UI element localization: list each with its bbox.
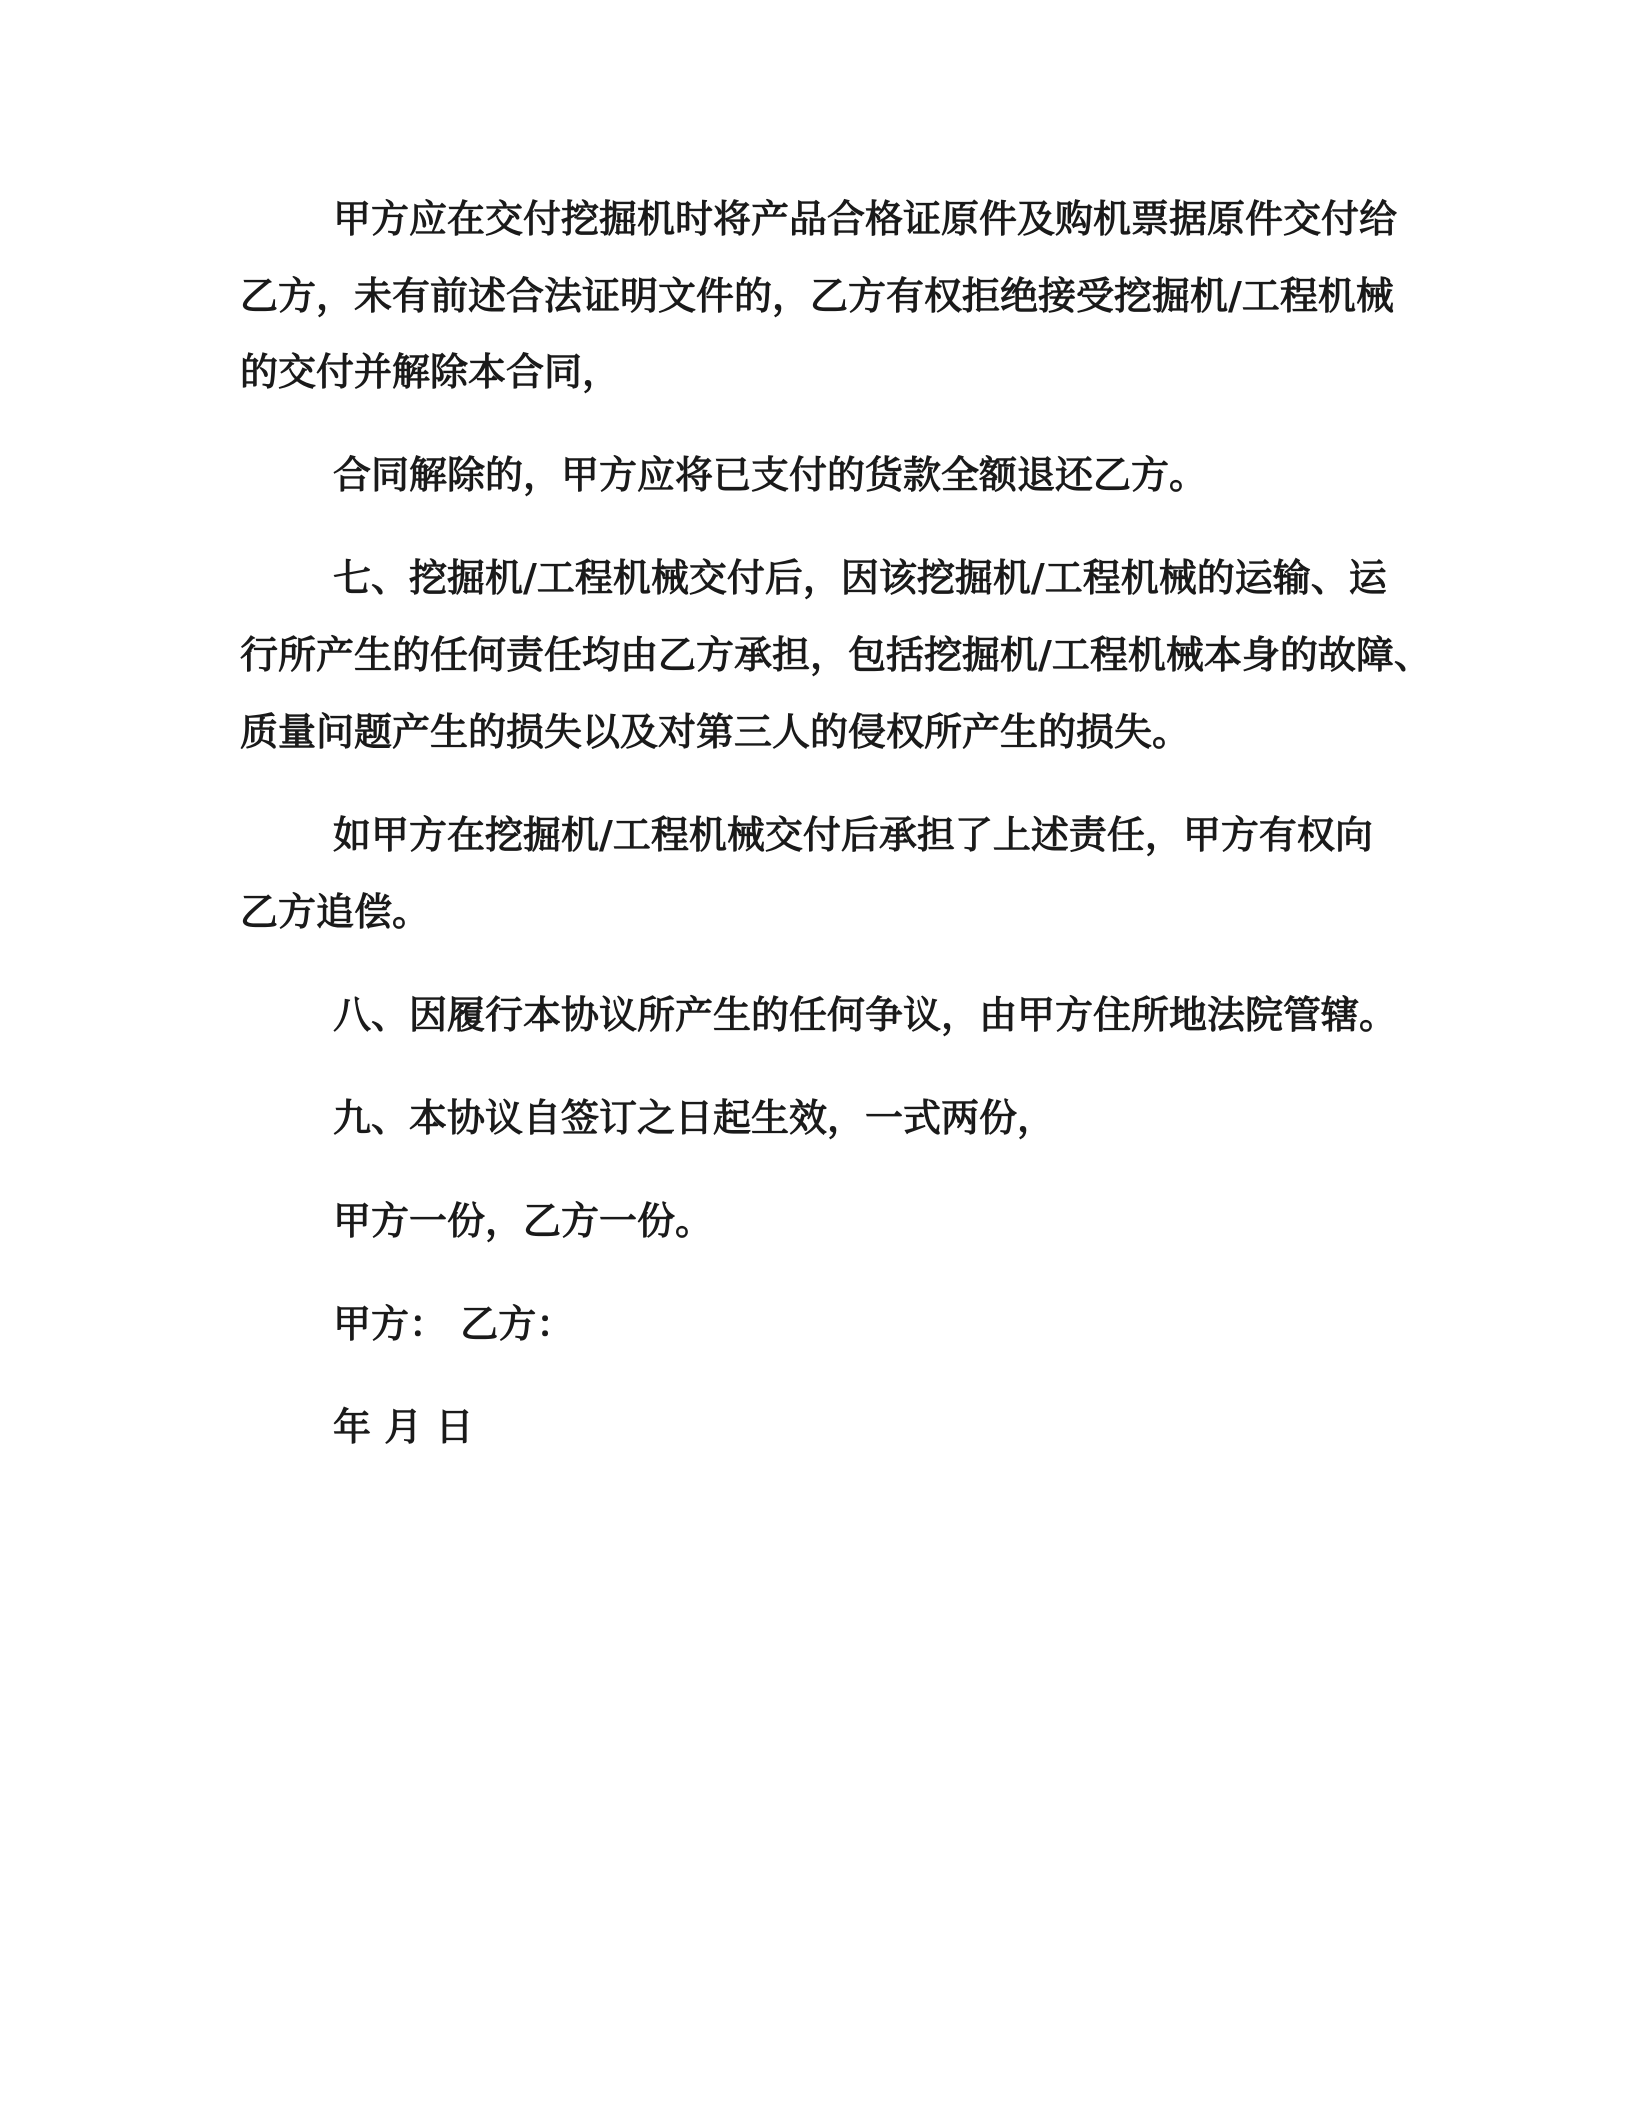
text-line: 乙方追偿。 xyxy=(240,890,431,934)
text-line: 八、因履行本协议所产生的任何争议，由甲方住所地法院管辖。 xyxy=(333,993,1398,1037)
text-line: 七、挖掘机/工程机械交付后，因该挖掘机/工程机械的运输、运 xyxy=(333,556,1387,600)
text-line: 甲方一份，乙方一份。 xyxy=(333,1199,714,1243)
text-line: 如甲方在挖掘机/工程机械交付后承担了上述责任，甲方有权向 xyxy=(333,813,1373,857)
text-line: 质量问题产生的损失以及对第三人的侵权所产生的损失。 xyxy=(240,710,1191,754)
text-line: 行所产生的任何责任均由乙方承担，包括挖掘机/工程机械本身的故障、 xyxy=(240,633,1432,677)
date-line: 年 月 日 xyxy=(333,1405,474,1449)
text-line: 九、本协议自签订之日起生效，一式两份， xyxy=(333,1096,1056,1140)
text-line: 乙方，未有前述合法证明文件的，乙方有权拒绝接受挖掘机/工程机械 xyxy=(240,274,1394,318)
signature-line: 甲方： 乙方： xyxy=(333,1302,575,1346)
text-line: 合同解除的，甲方应将已支付的货款全额退还乙方。 xyxy=(333,453,1208,497)
text-line: 的交付并解除本合同， xyxy=(240,350,621,394)
text-line: 甲方应在交付挖掘机时将产品合格证原件及购机票据原件交付给 xyxy=(333,197,1398,241)
